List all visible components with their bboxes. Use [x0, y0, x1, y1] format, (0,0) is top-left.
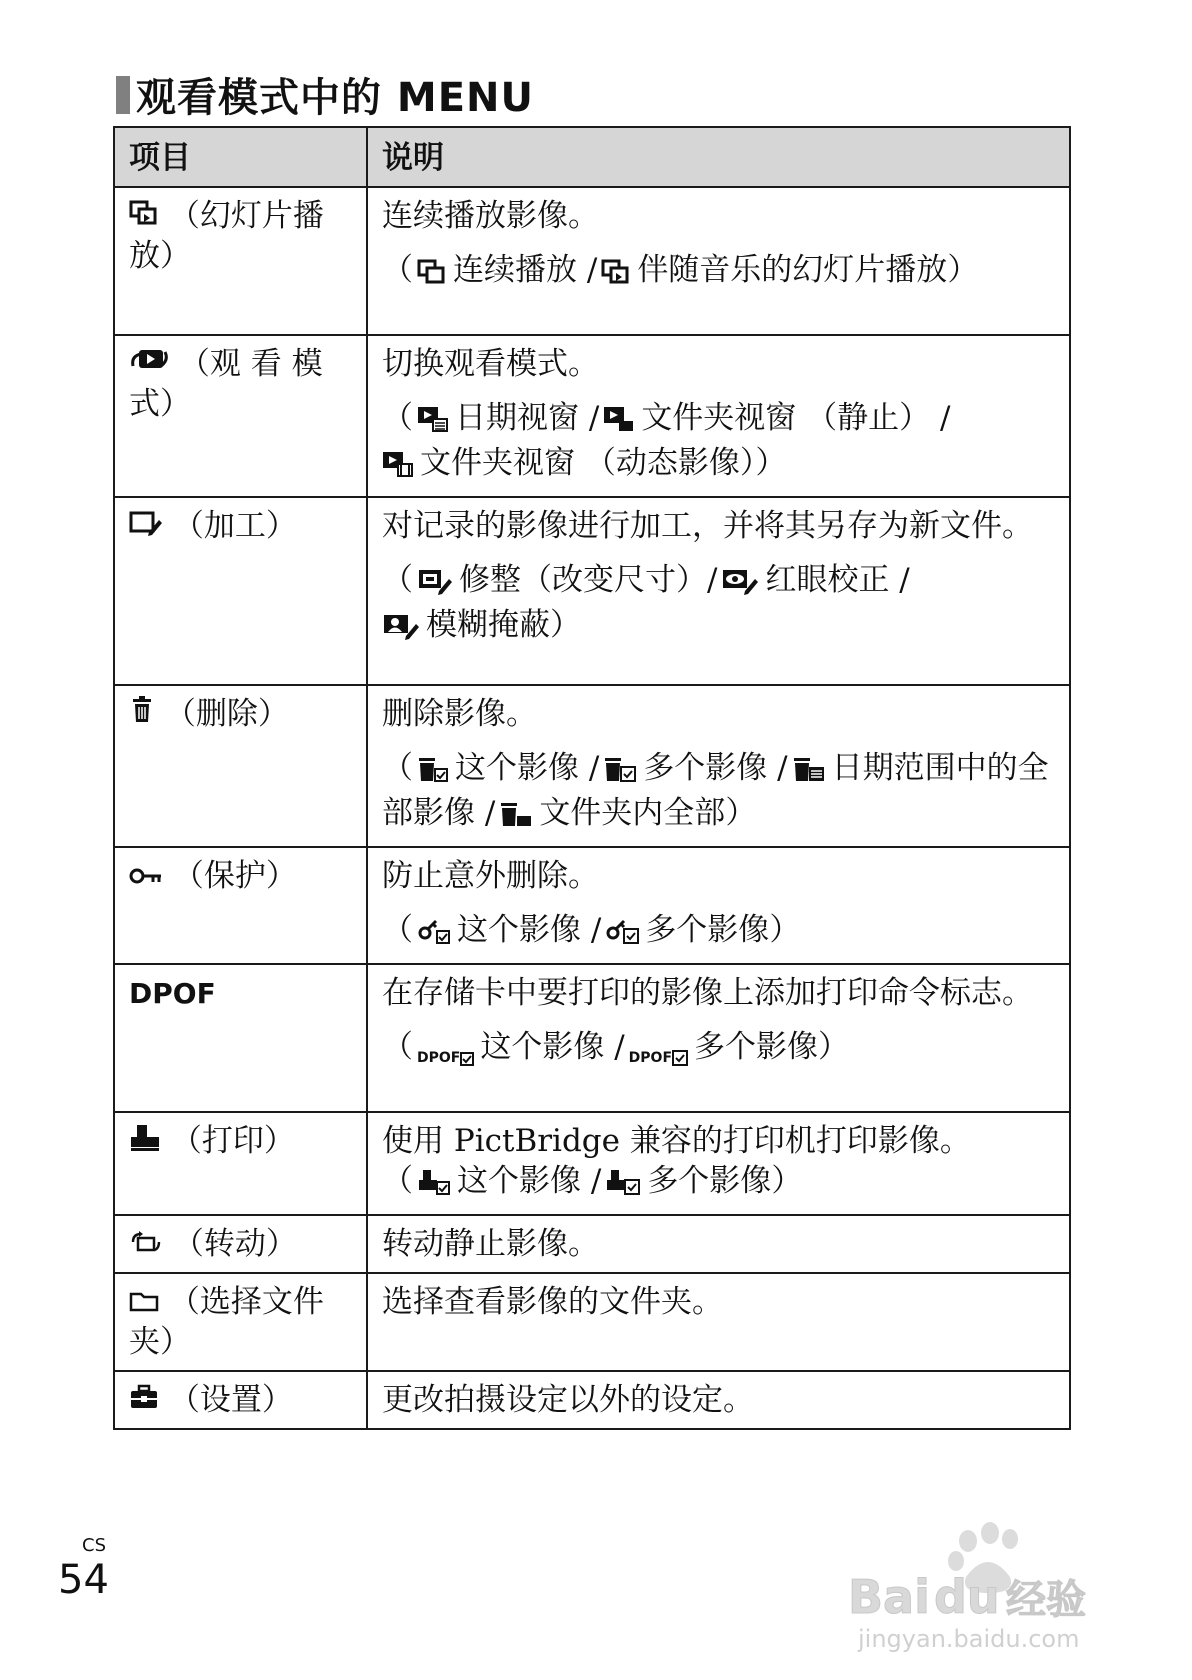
delete-multiple-icon: [603, 753, 637, 793]
item-cell: [114, 1215, 367, 1273]
option-label: 文件夹内全部: [539, 795, 726, 831]
item-label: DPOF: [129, 977, 216, 1010]
music-slideshow-icon: [601, 255, 631, 295]
description-text: 选择查看影像的文件夹。: [382, 1284, 723, 1320]
item-cell: [114, 964, 367, 1112]
item-label: （选择文件夹）: [129, 1284, 324, 1360]
protect-this-icon: [417, 915, 451, 955]
options-text: （ 日期视窗 / 文件夹视窗 （静止） / 文件夹视窗 （动态影像））: [382, 398, 1055, 488]
description-cell: [367, 1112, 1070, 1215]
item-label: （加工）: [172, 508, 297, 544]
slideshow-icon: [129, 198, 169, 234]
option-label: 模糊掩蔽: [426, 607, 550, 643]
table-row: [114, 187, 1070, 335]
protect-multiple-icon: [605, 915, 639, 955]
description-text: 使用 PictBridge 兼容的打印机打印影像。: [382, 1123, 971, 1159]
red-eye-icon: [721, 565, 759, 605]
item-cell: [114, 335, 367, 497]
option-label: 日期范围中的全部影像: [382, 750, 1049, 831]
description-text: 删除影像。: [382, 696, 537, 732]
option-label: 连续播放: [453, 252, 577, 288]
watermark-brand-2: du: [934, 1570, 1000, 1624]
option-label: 这个影像: [457, 912, 581, 948]
rotate-icon: [129, 1226, 173, 1262]
header-description: 说明: [367, 127, 1070, 187]
description-cell: [367, 847, 1070, 964]
description-cell: [367, 1273, 1070, 1371]
print-multiple-icon: [605, 1166, 641, 1206]
table-row: [114, 335, 1070, 497]
baidu-watermark: [848, 1505, 1148, 1655]
description-text: 转动静止影像。: [382, 1226, 599, 1262]
trimming-icon: [417, 565, 453, 605]
option-label: 这个影像: [457, 1163, 581, 1199]
option-label: 文件夹视窗 （动态影像）: [420, 445, 756, 481]
option-label: 多个影像: [647, 1163, 772, 1199]
description-text: 连续播放影像。: [382, 198, 599, 234]
description-cell: [367, 1215, 1070, 1273]
continuous-play-icon: [417, 255, 447, 295]
option-label: 多个影像: [643, 750, 768, 786]
option-label: 日期视窗: [455, 400, 579, 436]
description-cell: [367, 685, 1070, 847]
item-cell: [114, 497, 367, 685]
dpof-multiple-icon: DPOF: [629, 1038, 688, 1078]
dpof-this-icon: DPOF: [417, 1038, 474, 1078]
description-cell: [367, 335, 1070, 497]
item-cell: [114, 1112, 367, 1215]
table-row: [114, 964, 1070, 1112]
item-cell: [114, 1273, 367, 1371]
item-label: （观 看 模式）: [129, 346, 323, 422]
table-row: [114, 1273, 1070, 1371]
settings-icon: [129, 1382, 169, 1418]
folder-icon: [129, 1284, 169, 1320]
option-label: 修整（改变尺寸）: [459, 562, 707, 598]
options-text: （ 修整（改变尺寸）/ 红眼校正 / 模糊掩蔽）: [382, 560, 1055, 650]
item-label: （转动）: [172, 1226, 297, 1262]
description-cell: [367, 497, 1070, 685]
table-row: [114, 1112, 1070, 1215]
options-text: （ 这个影像 / 多个影像）: [382, 910, 1055, 955]
option-label: 这个影像: [455, 750, 579, 786]
item-cell: [114, 847, 367, 964]
options-text: （ 这个影像 / 多个影像）: [382, 1161, 1055, 1206]
table-row: [114, 1371, 1070, 1429]
protect-icon: [129, 858, 173, 894]
table-row: [114, 847, 1070, 964]
option-label: 红眼校正: [765, 562, 890, 598]
option-label: 这个影像: [480, 1029, 605, 1065]
folder-view-still-icon: [603, 403, 635, 443]
description-text: 防止意外删除。: [382, 858, 599, 894]
description-cell: [367, 964, 1070, 1112]
page-number-value: 54: [58, 1557, 109, 1603]
folder-view-movie-icon: [382, 448, 414, 488]
blur-mask-icon: [382, 610, 420, 650]
watermark-url: jingyan.baidu.com: [858, 1625, 1080, 1653]
item-label: （设置）: [168, 1382, 293, 1418]
item-label: （幻灯片播放）: [129, 198, 324, 274]
description-text: 切换观看模式。: [382, 346, 599, 382]
watermark-suffix: 经验: [1006, 1577, 1086, 1623]
options-text: （ 连续播放 / 伴随音乐的幻灯片播放）: [382, 250, 1055, 295]
description-cell: [367, 1371, 1070, 1429]
header-item: 项目: [114, 127, 367, 187]
delete-folder-icon: [499, 798, 533, 838]
delete-date-range-icon: [792, 753, 826, 793]
description-cell: [367, 187, 1070, 335]
item-label: （保护）: [172, 858, 297, 894]
item-cell: [114, 1371, 367, 1429]
print-this-icon: [417, 1166, 451, 1206]
table-row: [114, 497, 1070, 685]
print-icon: [129, 1123, 171, 1159]
description-text: 在存储卡中要打印的影像上添加打印命令标志。: [382, 975, 1033, 1011]
table-row: [114, 1215, 1070, 1273]
title-marker: [116, 76, 130, 114]
item-label: （打印）: [170, 1123, 295, 1159]
item-cell: [114, 187, 367, 335]
page-language: CS: [82, 1535, 106, 1556]
view-mode-icon: [129, 346, 179, 382]
option-label: 伴随音乐的幻灯片播放: [637, 252, 948, 288]
table-header-row: [114, 127, 1070, 187]
menu-table: [113, 126, 1071, 1430]
retouch-icon: [129, 508, 173, 544]
option-label: 多个影像: [645, 912, 770, 948]
item-label: （删除）: [164, 696, 289, 732]
watermark-brand: Bai: [848, 1570, 930, 1624]
options-text: （ 这个影像 / 多个影像 / 日期范围中的全部影像 / 文件夹内全部）: [382, 748, 1055, 838]
delete-icon: [129, 696, 165, 732]
description-text: 对记录的影像进行加工，并将其另存为新文件。: [382, 508, 1033, 544]
item-cell: [114, 685, 367, 847]
page-title-text: 观看模式中的 MENU: [136, 75, 535, 121]
option-label: 文件夹视窗 （静止）: [641, 400, 931, 436]
table-row: [114, 685, 1070, 847]
options-text: （ DPOF 这个影像 / DPOF 多个影像）: [382, 1027, 1055, 1078]
delete-this-icon: [417, 753, 449, 793]
option-label: 多个影像: [694, 1029, 819, 1065]
page-title: [116, 66, 534, 123]
date-view-icon: [417, 403, 449, 443]
description-text: 更改拍摄设定以外的设定。: [382, 1382, 754, 1418]
